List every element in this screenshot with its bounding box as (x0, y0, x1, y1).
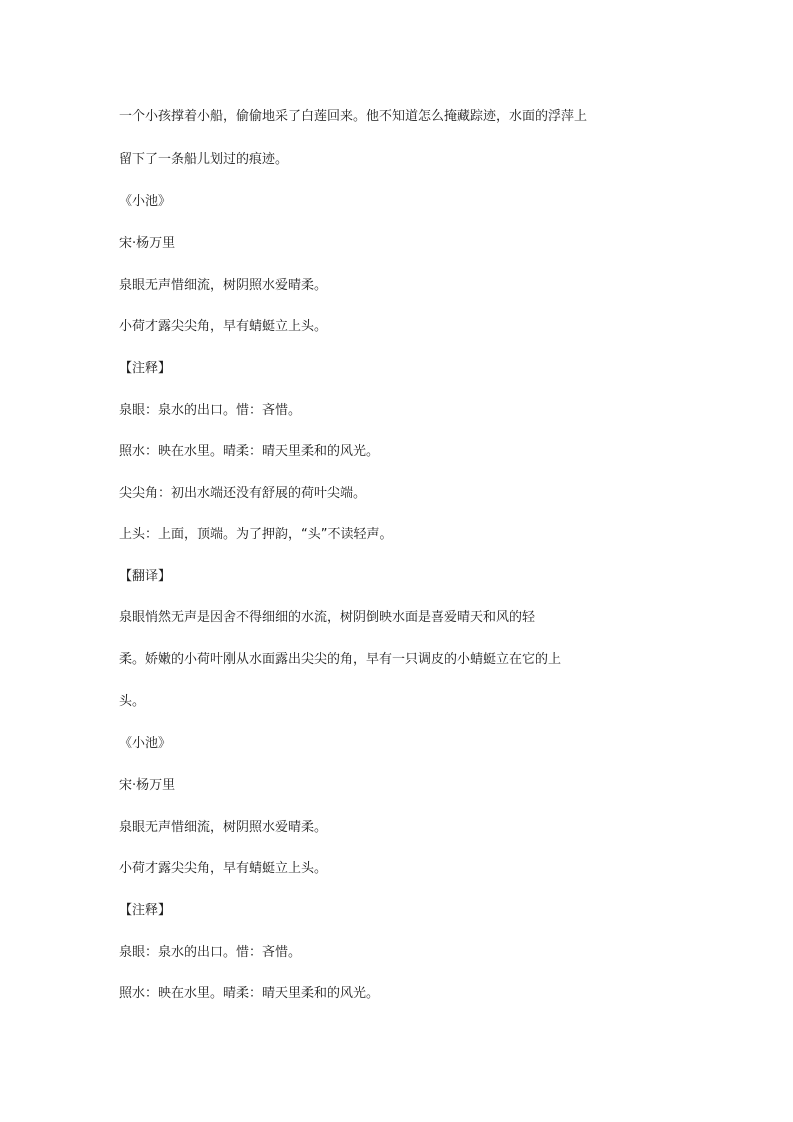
translation-line: 头。 (119, 694, 146, 709)
translation-line: 泉眼悄然无声是因舍不得细细的水流，树阴倒映水面是喜爱晴天和风的轻 (119, 610, 536, 625)
poem-line: 小荷才露尖尖角，早有蜻蜓立上头。 (119, 319, 328, 334)
poem-title: 《小池》 (119, 736, 172, 751)
note-line: 照水：映在水里。晴柔：晴天里柔和的风光。 (119, 444, 380, 459)
poem-author: 宋·杨万里 (119, 236, 176, 251)
section-heading-translation: 【翻译】 (119, 569, 172, 584)
note-line: 尖尖角：初出水端还没有舒展的荷叶尖端。 (119, 486, 367, 501)
poem-line: 小荷才露尖尖角，早有蜻蜓立上头。 (119, 861, 328, 876)
poem-title: 《小池》 (119, 194, 172, 209)
paragraph-line: 留下了一条船儿划过的痕迹。 (119, 152, 289, 167)
paragraph-line: 一个小孩撑着小船，偷偷地采了白莲回来。他不知道怎么掩藏踪迹，水面的浮萍上 (119, 109, 588, 124)
poem-line: 泉眼无声惜细流，树阴照水爱晴柔。 (119, 820, 328, 835)
section-heading-notes: 【注释】 (119, 903, 172, 918)
translation-line: 柔。娇嫩的小荷叶刚从水面露出尖尖的角，早有一只调皮的小蜻蜓立在它的上 (119, 652, 562, 667)
note-line: 泉眼：泉水的出口。惜：吝惜。 (119, 945, 302, 960)
poem-line: 泉眼无声惜细流，树阴照水爱晴柔。 (119, 278, 328, 293)
note-line: 泉眼：泉水的出口。惜：吝惜。 (119, 403, 302, 418)
note-line: 上头：上面，顶端。为了押韵，“头”不读轻声。 (119, 527, 393, 542)
section-heading-notes: 【注释】 (119, 361, 172, 376)
poem-author: 宋·杨万里 (119, 778, 176, 793)
note-line: 照水：映在水里。晴柔：晴天里柔和的风光。 (119, 986, 380, 1001)
